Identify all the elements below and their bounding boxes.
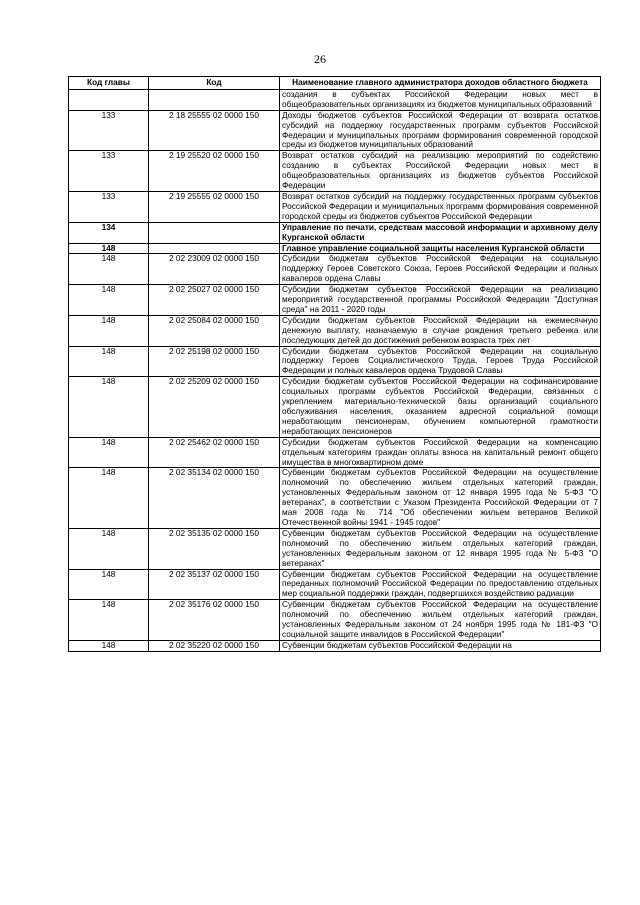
table-body [69, 89, 601, 651]
administrator-name-cell: Доходы бюджетов субъектов Российской Федерации от возврата остатков субсидий на поддержку государственных программ субъектов Российской Федерации и муниципальных программ формирования современной городской среды из бюджетов муниципальных образований [280, 110, 601, 151]
administrator-name-cell: Субвенции бюджетам субъектов Российской Федерации на осуществление полномочий по обеспечению жильем отдельных категорий граждан, установленных Федеральным законом от 24 ноября 1995 года № 181-ФЗ "О социальной защите инвалидов в Российской Федерации" [280, 600, 601, 641]
code-cell: 2 02 23009 02 0000 150 [149, 254, 280, 285]
table-row [69, 89, 601, 110]
chapter-code-cell: 148 [69, 437, 149, 468]
code-cell: 2 19 25555 02 0000 150 [149, 191, 280, 222]
administrator-name-cell: Управление по печати, средствам массовой информации и архивному делу Курганской области [280, 222, 601, 243]
chapter-code-cell: 148 [69, 528, 149, 569]
chapter-code-cell: 133 [69, 110, 149, 151]
code-cell [149, 89, 280, 110]
revenue-administrators-table [68, 76, 601, 652]
code-cell [149, 243, 280, 254]
page-number: 26 [314, 52, 326, 66]
administrator-name-cell: Субсидии бюджетам субъектов Российской Федерации на реализацию мероприятий государственной программы Российской Федерации "Доступная среда" на 2011 - 2020 годы [280, 285, 601, 316]
table-row [69, 285, 601, 316]
code-cell: 2 18 25555 02 0000 150 [149, 110, 280, 151]
chapter-code-cell: 148 [69, 243, 149, 254]
chapter-code-cell: 148 [69, 254, 149, 285]
code-cell [149, 222, 280, 243]
chapter-code-cell: 133 [69, 191, 149, 222]
chapter-code-cell: 133 [69, 151, 149, 192]
chapter-code-cell: 148 [69, 468, 149, 528]
code-cell: 2 02 35176 02 0000 150 [149, 600, 280, 641]
table-row [69, 243, 601, 254]
chapter-code-cell: 148 [69, 377, 149, 437]
table-row [69, 191, 601, 222]
administrator-name-cell: Субвенции бюджетам субъектов Российской Федерации на осуществление переданных полномочий Российской Федерации по предоставлению отдельных мер социальной поддержки граждан, подвергшихся воздействию радиации [280, 569, 601, 600]
header-chapter-code: Код главы [69, 77, 149, 90]
table-row [69, 468, 601, 528]
code-cell: 2 02 25462 02 0000 150 [149, 437, 280, 468]
table-row [69, 600, 601, 641]
chapter-code-cell: 134 [69, 222, 149, 243]
chapter-code-cell: 148 [69, 569, 149, 600]
table-row [69, 222, 601, 243]
administrator-name-cell: создания в субъектах Российской Федерации новых мест в общеобразовательных организациях из бюджетов муниципальных образований [280, 89, 601, 110]
code-cell: 2 02 35137 02 0000 150 [149, 569, 280, 600]
table-row [69, 254, 601, 285]
administrator-name-cell: Субсидии бюджетам субъектов Российской Федерации на компенсацию отдельным категориям граждан оплаты взноса на капитальный ремонт общего имущества в многоквартирном доме [280, 437, 601, 468]
administrator-name-cell: Субсидии бюджетам субъектов Российской Федерации на софинансирование социальных программ субъектов Российской Федерации, связанных с укреплением материально-технической базы организаций социального обслуживания населения, оказанием адресной социальной помощи неработающим пенсионерам, обучением компьютерной грамотности неработающих пенсионеров [280, 377, 601, 437]
table-row [69, 377, 601, 437]
chapter-code-cell: 148 [69, 346, 149, 377]
table-row [69, 569, 601, 600]
table-row [69, 437, 601, 468]
administrator-name-cell: Субвенции бюджетам субъектов Российской Федерации на [280, 640, 601, 651]
administrator-name-cell: Субвенции бюджетам субъектов Российской Федерации на осуществление полномочий по обеспечению жильем отдельных категорий граждан, установленных Федеральным законом от 12 января 1995 года № 5-ФЗ "О ветеранах", в соответствии с Указом Президента Российской Федерации от 7 мая 2008 года № 714 "Об обеспечении жильем ветеранов Великой Отечественной войны 1941 - 1945 годов" [280, 468, 601, 528]
administrator-name-cell: Субсидии бюджетам субъектов Российской Федерации на ежемесячную денежную выплату, назначаемую в случае рождения третьего ребенка или последующих детей до достижения ребенком возраста трех лет [280, 315, 601, 346]
code-cell: 2 02 25198 02 0000 150 [149, 346, 280, 377]
code-cell: 2 02 25084 02 0000 150 [149, 315, 280, 346]
header-administrator-name: Наименование главного администратора доходов областного бюджета [280, 77, 601, 90]
administrator-name-cell: Главное управление социальной защиты населения Курганской области [280, 243, 601, 254]
header-code: Код [149, 77, 280, 90]
chapter-code-cell: 148 [69, 315, 149, 346]
administrator-name-cell: Возврат остатков субсидий на поддержку государственных программ субъектов Российской Федерации и муниципальных программ формирования современной городской среды из бюджетов субъектов Российской Федерации [280, 191, 601, 222]
administrator-name-cell: Субсидии бюджетам субъектов Российской Федерации на социальную поддержку Героев Советского Союза, Героев Российской Федерации и полных кавалеров ордена Славы [280, 254, 601, 285]
code-cell: 2 02 35135 02 0000 150 [149, 528, 280, 569]
table-row [69, 151, 601, 192]
code-cell: 2 02 25209 02 0000 150 [149, 377, 280, 437]
table-row [69, 346, 601, 377]
chapter-code-cell: 148 [69, 285, 149, 316]
administrator-name-cell: Субвенции бюджетам субъектов Российской Федерации на осуществление полномочий по обеспечению жильем отдельных категорий граждан, установленных Федеральным законом от 12 января 1995 года № 5-ФЗ "О ветеранах" [280, 528, 601, 569]
chapter-code-cell [69, 89, 149, 110]
code-cell: 2 02 35220 02 0000 150 [149, 640, 280, 651]
table-row [69, 528, 601, 569]
code-cell: 2 19 25520 02 0000 150 [149, 151, 280, 192]
table-row [69, 315, 601, 346]
code-cell: 2 02 35134 02 0000 150 [149, 468, 280, 528]
chapter-code-cell: 148 [69, 600, 149, 641]
chapter-code-cell: 148 [69, 640, 149, 651]
code-cell: 2 02 25027 02 0000 150 [149, 285, 280, 316]
administrator-name-cell: Возврат остатков субсидий на реализацию мероприятий по содействию созданию в субъектах Российской Федерации новых мест в общеобразовательных организациях из бюджетов субъектов Российской Федерации [280, 151, 601, 192]
table-header-row [69, 77, 601, 90]
table-row [69, 640, 601, 651]
table-row [69, 110, 601, 151]
administrator-name-cell: Субсидии бюджетам субъектов Российской Федерации на социальную поддержку Героев Социалистического Труда, Героев Труда Российской Федерации и полных кавалеров ордена Трудовой Славы [280, 346, 601, 377]
